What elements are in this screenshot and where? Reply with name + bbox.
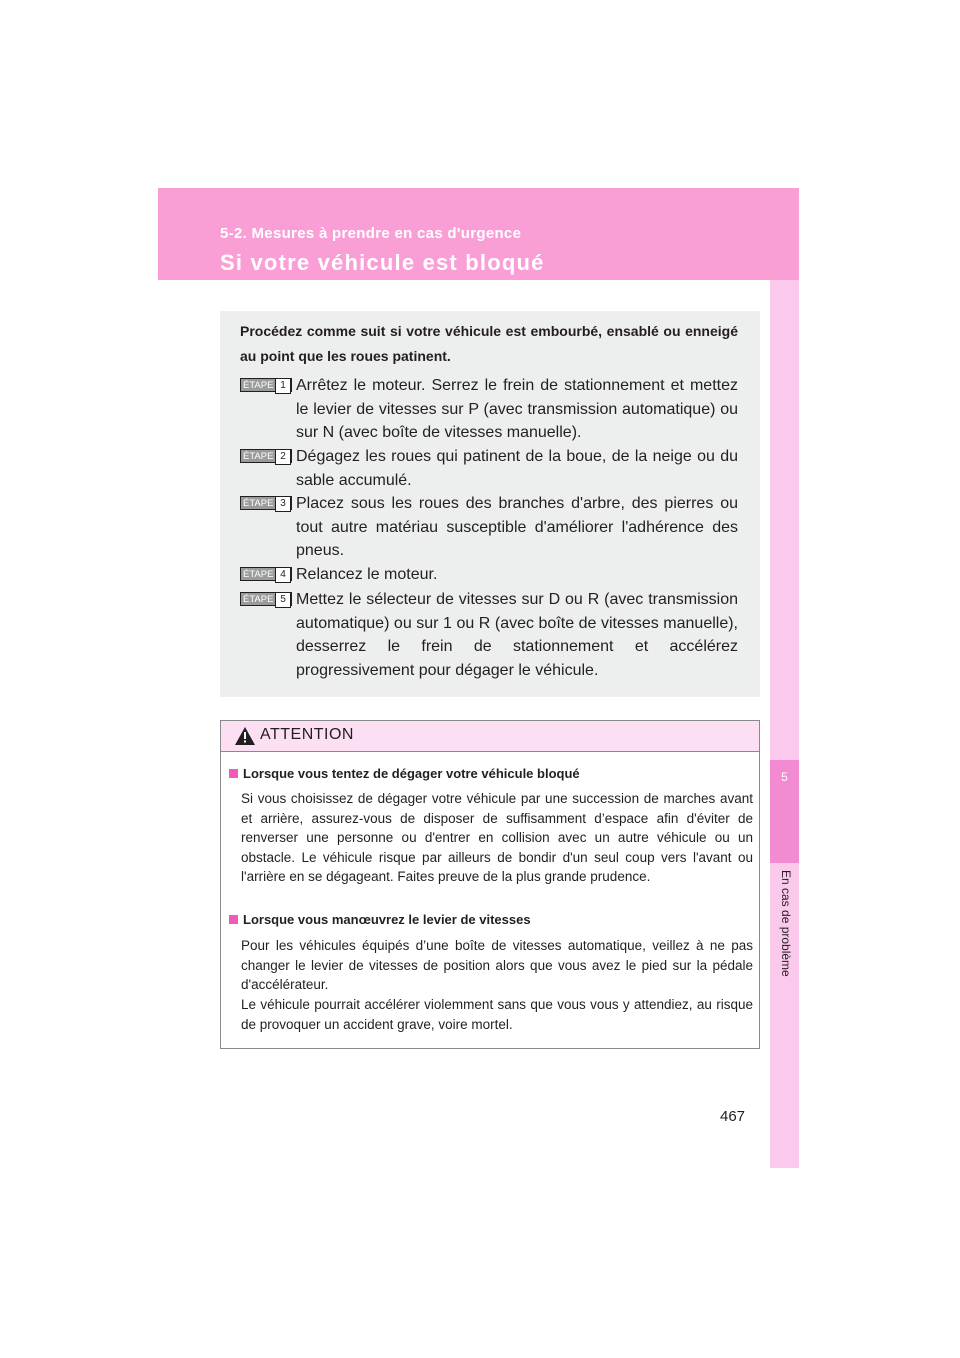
warning-title: ATTENTION xyxy=(260,726,354,743)
warning-box xyxy=(220,720,760,1049)
step-text: Placez sous les roues des branches d'arbre, des pierres ou tout autre matériau susceptible d'améliorer l'adhérence des pneus. xyxy=(296,495,738,559)
step-text: Dégagez les roues qui patinent de la boue, de la neige ou du sable accumulé. xyxy=(296,448,738,489)
step-text: Arrêtez le moteur. Serrez le frein de stationnement et mettez le levier de vitesses sur P (avec transmission automatique) ou sur N (avec boîte de vitesses manuelle). xyxy=(296,377,738,441)
chapter-side-tab xyxy=(770,280,799,1168)
chapter-number: 5 xyxy=(781,770,788,784)
page-number: 467 xyxy=(720,1108,746,1125)
step-badge: ÉTAPE 4 xyxy=(240,567,292,581)
header-band xyxy=(158,188,799,280)
warning-paragraph: Pour les véhicules équipés d’une boîte de vitesses automatique, veillez à ne pas changer le levier de vitesses de position alors que vous avez le pied sur la pédale d'accélérateur. xyxy=(241,938,753,992)
step-badge: ÉTAPE 5 xyxy=(240,592,292,606)
warning-header xyxy=(221,721,759,752)
warning-heading: Lorsque vous tentez de dégager votre véhicule bloqué xyxy=(229,766,749,781)
step-badge: ÉTAPE 1 xyxy=(240,378,292,392)
warning-triangle-icon xyxy=(235,727,255,745)
procedure-box xyxy=(220,311,760,697)
step-text: Mettez le sélecteur de vitesses sur D ou R (avec transmission automatique) ou sur 1 ou R (avec boîte de vitesses manuelle), desserrez le frein de stationnement et accélérez progressivement pour dégager le véhicule. xyxy=(296,591,738,679)
warning-paragraph: Si vous choisissez de dégager votre véhicule par une succession de marches avant et arrière, assurez-vous de disposer de suffisamment d’espace afin d'éviter de renverser une personne ou d'entrer en collision avec un autre véhicule ou un obstacle. Le véhicule risque par ailleurs de bondir d'un seul coup vers l'avant ou l'arrière en se dégageant. Faites preuve de la plus grande prudence. xyxy=(241,791,753,884)
step-badge: ÉTAPE 2 xyxy=(240,449,292,463)
warning-heading: Lorsque vous manœuvrez le levier de vitesses xyxy=(229,912,749,927)
step-text: Relancez le moteur. xyxy=(296,566,438,583)
step-badge: ÉTAPE 3 xyxy=(240,496,292,510)
warning-paragraph: Le véhicule pourrait accélérer violemment sans que vous vous y attendiez, au risque de provoquer un accident grave, voire mortel. xyxy=(241,997,753,1032)
page-title: Si votre véhicule est bloqué xyxy=(220,250,545,275)
section-label: 5-2. Mesures à prendre en cas d'urgence xyxy=(220,225,522,242)
intro-text: Procédez comme suit si votre véhicule est embourbé, ensablé ou enneigé au point que les roues patinent. xyxy=(240,323,738,364)
chapter-title: En cas de problème xyxy=(779,870,793,977)
